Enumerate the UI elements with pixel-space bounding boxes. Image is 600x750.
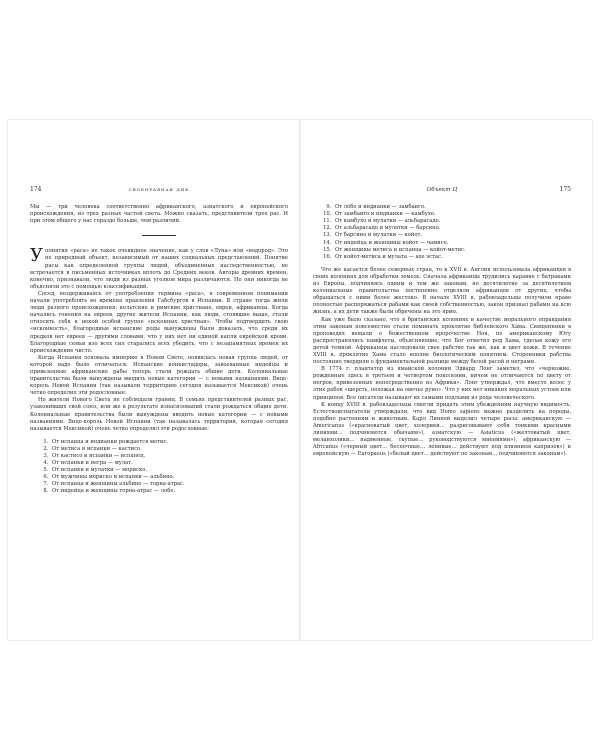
left-paragraph-2: Сосед, воздерживаясь от употребления термина «раса», в современном понимании начали употреблять во времена правления Габсбургов в Испании. В стране тогда жили люди разного происхождения: кельтские и римские христиане, евреи, африканцы. Когда начались гонения на евреев, другие жители Испании, как люди, стоявшие выше, стали относить себя к некой особой группе «исконных христиан». Чтобы подтвердить свою «исконность», благородные испанские роды вынуждены были доказать, что среди их предков нет евреев — другими словами, что у них нет ни единой капли еврейской крови. Благородные семьи изо всех сил старались всех убедить, что с незапамятных времен их происхождение чисто.	[30, 290, 288, 354]
caste-item: 13. От барсино и мулатки — койот.	[333, 232, 571, 239]
caste-item: 1. От испанца и индианки рождается метис.	[50, 439, 288, 446]
right-paragraph-2: Как уже было сказано, что в британских колониях в качестве морального оправдания этим законам повсеместно стали поминать проклятие библейского Хама. Священники в проповедях вещали о божественном пророчестве Ноя, по американскому Югу распространялись памфлеты, объясняющие, что Бог отметил род Хама, сделав кожу его детей темной. Африканцы наследовали свое рабство так же, как и цвет кожи. В течение XVIII в. проклятие Хама стало вполне биологическим понятием. Сторонники рабства постоянно твердили о фундаментальной разнице между белой расой и неграми.	[313, 316, 571, 366]
right-running-head	[313, 186, 571, 194]
left-paragraph-3: Когда Испания основала империю в Новом Свете, появилась новая группа людей, от которой надо было отличаться. Испанские конкистадоры, завоеванные индейцы и привезенные африканские рабы теперь стали рождать общие дети. Колониальные правительства были вынуждены вводить новые категории — с новыми названиями. Вице-король Новой Испании (так называли территорию сегодня называется Мексикой) очень четко определил эти родословные:	[30, 354, 288, 397]
section-divider	[142, 235, 176, 236]
caste-item: 15. От женщины метиса и испанца — койот-метис.	[333, 247, 571, 254]
caste-item: 14. От индейца и женщины койот — чамисо.	[333, 240, 571, 247]
caste-list-continued	[313, 204, 571, 261]
right-page-number: 175	[559, 186, 571, 193]
left-dropcap-paragraph	[30, 245, 288, 291]
left-page-number: 174	[30, 186, 42, 193]
left-running-head	[30, 186, 288, 194]
caste-item: 9. От лобо и индианки — замбаиго.	[333, 204, 571, 211]
left-running-title: своенравная днк	[128, 187, 190, 193]
caste-item: 8. От индейца и женщины торна-атрас — лобо.	[50, 488, 288, 495]
left-paragraph-1: Мы — три человека соответственно африканского, азиатского и европейского происхождения, из трех разных частей света. Можно сказать, представители трех рас. И при этом общего у нас гораздо больше, чем различий.	[30, 204, 288, 225]
caste-item: 2. От метиса и испанки — кастисо.	[50, 446, 288, 453]
left-page	[30, 120, 288, 640]
caste-item: 3. От кастисо и испанки — испанец.	[50, 453, 288, 460]
right-paragraph-1: Что же касается более северных стран, то к XVII в. Англия использовала африканцев в своих колониях для обработки земель. Сначала африканцы трудились наравне с батраками из Европы, подчиняясь одним и тем же законам, но десятилетие за десятилетием колониальные правительства постепенно отделяли африканцев от других, чтобы обращаться с ними более жестоко. В начале XVIII в. рабовладельцы получили право полностью распоряжаться рабами как своей собственностью, закон признал рабами на всю жизнь, а их дети также были обречены на это ярмо.	[313, 266, 571, 316]
right-running-title: Объект Ц	[426, 187, 458, 193]
caste-item: 11. От камбухо и мулатки — альбарасадо.	[333, 218, 571, 225]
caste-item: 12. От альбарасадо и мулатки — барсино.	[333, 225, 571, 232]
caste-list	[30, 439, 288, 496]
caste-item: 10. От замбаиго и индианки — камбухо.	[333, 211, 571, 218]
book-spread	[8, 120, 592, 640]
right-page	[313, 120, 571, 640]
caste-item: 4. От испанки и негра — мулат.	[50, 460, 288, 467]
caste-item: 5. От испанки и мулатки — мориско.	[50, 467, 288, 474]
dropcap-paragraph-text: понятия «раса» не такое очевидное значение, как у слов «Луна» или «водород». Это не природный объект, независимый от наших социальных представлений. Понятие расы как определенной группы людей, объединенных наследственностью, не встречается в письменных источниках вплоть до Средних веков. Авторы древних времен, конечно, признавали, что люди из разных уголков мира различаются. Но они никогда не объясняли это с помощью классификаций.	[30, 248, 288, 290]
right-paragraph-3: В 1774 г. плантатор из ямайской колонии Эдвард Лонг заметил, что «черножие, рожденные здесь в третьем и четвертом поколении, ничем не отличаются по цвету от негров, привезенных непосредственно из Африки». Лонг утверждал, что вместо волос у этих рабов «шерсть, похожая на овечье руно». Что у них нет никаких моральных устоев или принципов. Все писатели называют их самыми подлыми из рода человеческого.	[313, 366, 571, 401]
dropcap-letter: У	[30, 245, 44, 267]
left-paragraph-4: Но жители Нового Света не соблюдали границ. В семьях представителей разных рас, узаконивших свой союз, или же в результате изнасилований стали рождаться общие дети. Колониальные правительства были вынуждены вводить новые категории — с новыми названиями. Вице-король Новой Испании (так называлась территория, которая сегодня называется Мексикой) очень четко определил эти родословные:	[30, 397, 288, 432]
caste-item: 7. От испанца и женщины альбино — торна-атрас.	[50, 481, 288, 488]
book-gutter	[299, 120, 301, 640]
caste-item: 16. От койот-метиса и мулата — ахе эстас.	[333, 254, 571, 261]
right-paragraph-4: К концу XVIII в. рабовладельцы смогли придать этим убеждениям научную видимость. Естествоиспытатели утверждали, что вид Homo sapiens можно разделить на породы, подобно растениям и животным. Карл Линней выделил четыре расы: американскую — Americanus («красноватый цвет, холерики… разрисовывают себя тонкими красными линиями… подчиняются обычаям»), азиатскую — Asiaticus («желтоватый цвет, меланхолики… надменные, скупые… руководствуются мнениями»), африканскую — Africanus («черный цвет… беспечные… ленивые… действуют под влиянием капризов») и европейскую — Europaeus («белый цвет… действуют по законам… подчиняются законам»).	[313, 401, 571, 458]
caste-item: 6. От мужчины мориско и испанки — альбино.	[50, 474, 288, 481]
